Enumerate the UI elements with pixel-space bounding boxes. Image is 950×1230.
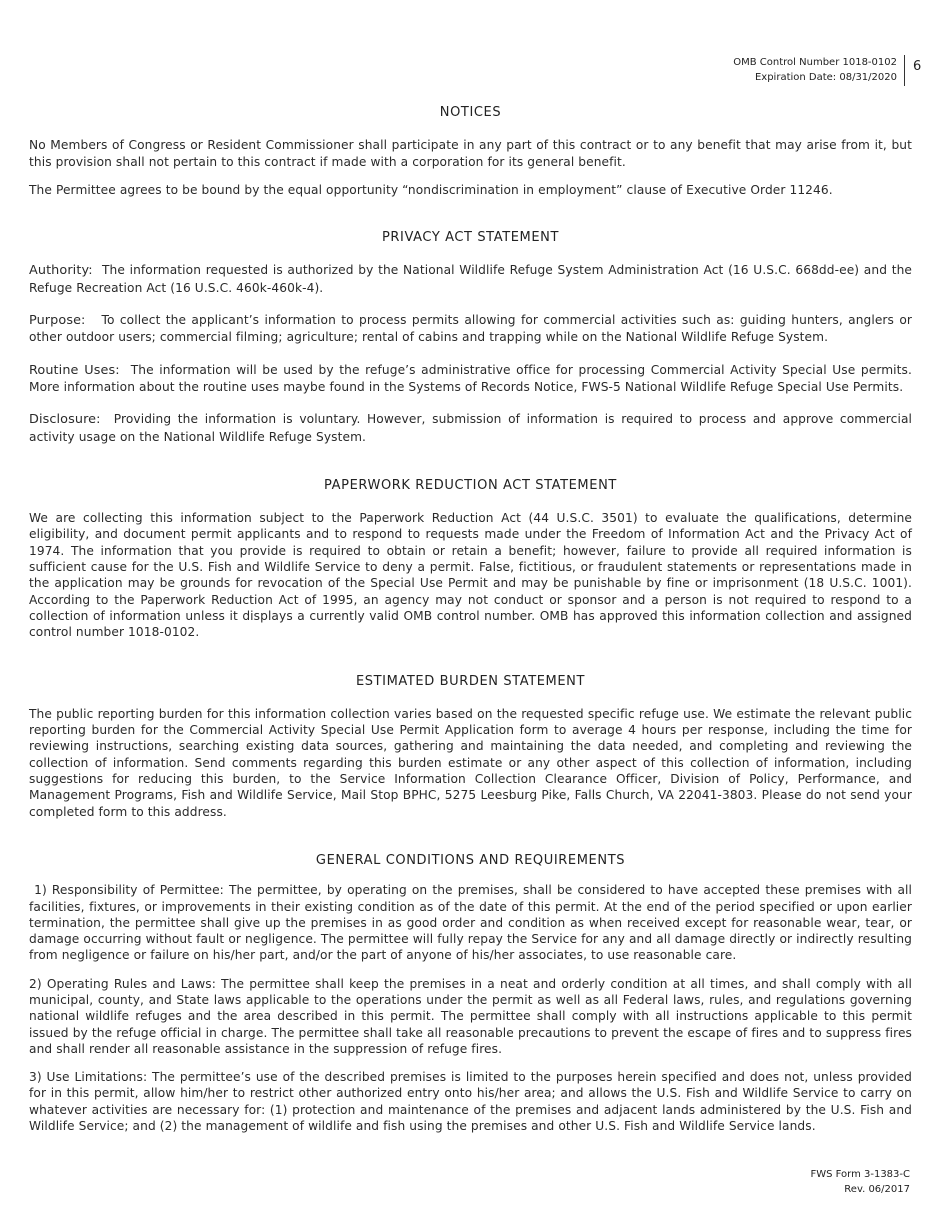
page-number: 6 [913, 59, 922, 74]
disclosure-text: Providing the information is voluntary. However, submission of information is required to process and approve commercial activity usage on the National Wildlife Refuge System. [29, 412, 912, 444]
condition-1: 1) Responsibility of Permittee: The permittee, by operating on the premises, shall be considered to have accepted these premises with all facilities, fixtures, or improvements in their existing condition as of the date of this permit. At the end of the period specified or upon earlier termination, the permittee shall give up the premises in as good order and condition as when received except for reasonable wear, tear, or damage occurring without fault or negligence. The permittee will fully repay the Service for any and all damage directly or indirectly resulting from negligence or failure on his/her part, and/or the part of anyone of his/her associates, to use reasonable care. [29, 883, 916, 963]
routine-label: Routine Uses: [29, 362, 120, 378]
header-divider [904, 55, 905, 86]
document-body [29, 105, 916, 1134]
purpose-text: To collect the applicant’s information to process permits allowing for commercial activities such as: guiding hunters, anglers or other outdoor users; commercial filming; agriculture; rental of cabins and trapping while on the National Wildlife Refuge System. [29, 313, 912, 345]
privacy-authority [29, 262, 912, 296]
condition-2: 2) Operating Rules and Laws: The permittee shall keep the premises in a neat and orderly condition at all times, and shall comply with all municipal, county, and State laws applicable to the operations under the permit as well as all Federal laws, rules, and regulations governing national wildlife refuges and the area described in this permit. The permittee shall comply with all instructions applicable to this permit issued by the refuge official in charge. The permittee shall take all reasonable precautions to prevent the escape of fires and to suppress fires and shall render all reasonable assistance in the suppression of refuge fires. [29, 976, 912, 1056]
notices-paragraph-1: No Members of Congress or Resident Commissioner shall participate in any part of this contract or to any benefit that may arise from it, but this provision shall not pertain to this contract if made with a corporation for its general benefit. [29, 138, 912, 169]
omb-control-number: OMB Control Number 1018-0102 [733, 57, 897, 68]
condition-3: 3) Use Limitations: The permittee’s use of the described premises is limited to the purposes herein specified and does not, unless provided for in this permit, allow him/her to restrict other authorized entry onto his/her area; and allows the U.S. Fish and Wildlife Service to carry on whatever activities are necessary for: (1) protection and maintenance of the premises and adjacent lands administered by the U.S. Fish and Wildlife Service; and (2) the management of wildlife and fish using the premises and other U.S. Fish and Wildlife Service lands. [29, 1070, 912, 1134]
paperwork-heading: PAPERWORK REDUCTION ACT STATEMENT [324, 477, 617, 493]
paperwork-paragraph: We are collecting this information subject to the Paperwork Reduction Act (44 U.S.C. 3501) to evaluate the qualifications, determine eligibility, and document permit applicants and to respond to requests made under the Freedom of Information Act and the Privacy Act of 1974. The information that you provide is required to obtain or retain a benefit; however, failure to provide all required information is sufficient cause for the U.S. Fish and Wildlife Service to deny a permit. False, fictitious, or fraudulent statements or representations made in the application may be grounds for revocation of the Special Use Permit and may be punishable by fine or imprisonment (18 U.S.C. 1001). According to the Paperwork Reduction Act of 1995, an agency may not conduct or sponsor and a person is not required to respond to a collection of information unless it displays a currently valid OMB control number. OMB has approved this information collection and assigned control number 1018-0102. [29, 511, 912, 640]
form-number: FWS Form 3-1383-C [810, 1169, 910, 1180]
notices-heading: NOTICES [439, 105, 502, 120]
notices-paragraph-2: The Permittee agrees to be bound by the equal opportunity “nondiscrimination in employment” clause of Executive Order 11246. [29, 182, 833, 197]
purpose-label: Purpose: [29, 313, 86, 329]
form-revision: Rev. 06/2017 [844, 1184, 910, 1195]
burden-heading: ESTIMATED BURDEN STATEMENT [355, 673, 586, 689]
expiration-date: Expiration Date: 08/31/2020 [754, 72, 897, 83]
omb-info [733, 55, 897, 85]
authority-text: The information requested is authorized by the National Wildlife Refuge System Administration Act (16 U.S.C. 668dd-ee) and the Refuge Recreation Act (16 U.S.C. 460k-460k-4). [29, 263, 913, 295]
privacy-disclosure [29, 411, 912, 445]
routine-text: The information will be used by the refuge’s administrative office for processing Commercial Activity Special Use permits. More information about the routine uses maybe found in the Systems of Records Notice, FWS-5 National Wildlife Refuge Special Use Permits. [29, 362, 912, 394]
privacy-routine-uses [29, 362, 912, 396]
burden-paragraph: The public reporting burden for this information collection varies based on the requested specific refuge use. We estimate the relevant public reporting burden for the Commercial Activity Special Use Permit Application form to average 4 hours per response, including the time for reviewing instructions, searching existing data sources, gathering and maintaining the data needed, and completing and reviewing the collection of information. Send comments regarding this burden estimate or any other aspect of this collection of information, including suggestions for reducing this burden, to the Service Information Collection Clearance Officer, Division of Policy, Performance, and Management Programs, Fish and Wildlife Service, Mail Stop BPHC, 5275 Leesburg Pike, Falls Church, VA 22041-3803. Please do not send your completed form to this address. [29, 706, 912, 819]
authority-label: Authority: [29, 263, 93, 279]
privacy-heading: PRIVACY ACT STATEMENT [381, 230, 560, 246]
general-conditions-heading: GENERAL CONDITIONS AND REQUIREMENTS [315, 852, 626, 868]
form-footer [810, 1167, 910, 1197]
privacy-purpose [29, 312, 912, 346]
disclosure-label: Disclosure: [29, 412, 101, 428]
